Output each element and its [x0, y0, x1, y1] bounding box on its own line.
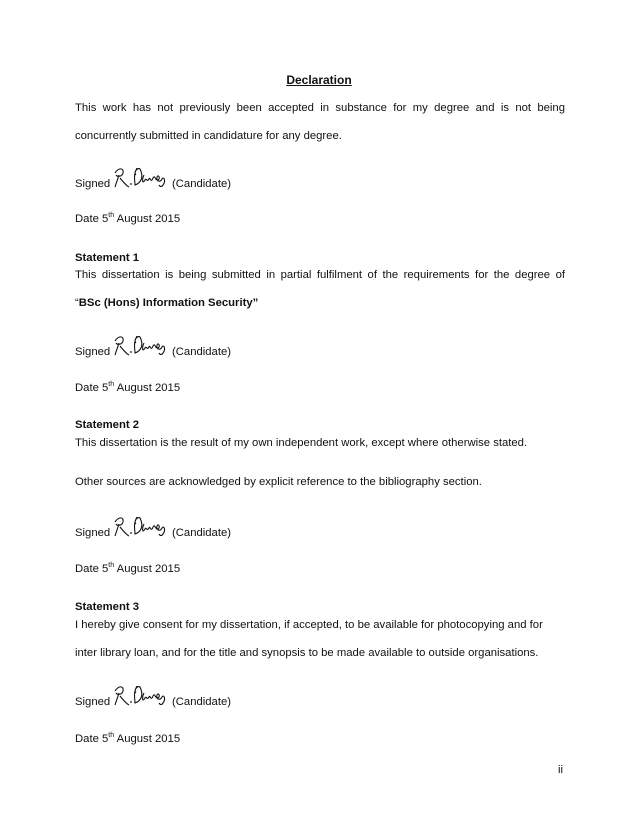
date-prefix: Date 5 — [75, 733, 109, 745]
declaration-text-line-1: This work has not previously been accepted in substance for my degree and is not being — [75, 102, 565, 114]
candidate-label: (Candidate) — [172, 527, 232, 539]
date-superscript: th — [108, 732, 115, 739]
statement-2-heading: Statement 2 — [75, 419, 140, 431]
page-number: ii — [558, 764, 564, 776]
candidate-label: (Candidate) — [172, 696, 232, 708]
candidate-label: (Candidate) — [172, 178, 232, 190]
signed-label: Signed — [75, 696, 111, 708]
handwritten-signature — [111, 163, 169, 193]
handwritten-signature — [111, 681, 169, 711]
date-prefix: Date 5 — [75, 563, 109, 575]
declaration-text-line-2: concurrently submitted in candidature for any degree. — [75, 130, 342, 142]
date-prefix: Date 5 — [75, 382, 109, 394]
statement-3-line-2: inter library loan, and for the title and synopsis to be made available to outside organisations. — [75, 647, 539, 659]
date-superscript: th — [108, 381, 115, 388]
degree-name: BSc (Hons) Information Security” — [78, 297, 259, 309]
date-suffix: August 2015 — [114, 733, 181, 745]
statement-3-heading: Statement 3 — [75, 601, 140, 613]
signed-label: Signed — [75, 346, 111, 358]
degree-open-quote: “ — [75, 297, 79, 309]
date-suffix: August 2015 — [114, 213, 181, 225]
date-superscript: th — [108, 212, 115, 219]
date-superscript: th — [108, 562, 115, 569]
handwritten-signature — [111, 512, 169, 542]
statement-1-line-1: This dissertation is being submitted in partial fulfilment of the requirements for the degree of — [75, 269, 565, 281]
statement-2-line-2: Other sources are acknowledged by explicit reference to the bibliography section. — [75, 476, 482, 488]
handwritten-signature — [111, 331, 169, 361]
date-line — [75, 562, 180, 576]
statement-3-line-1: I hereby give consent for my dissertation, if accepted, to be available for photocopying and for — [75, 619, 543, 631]
date-line — [75, 732, 180, 746]
statement-1-line-2 — [75, 296, 258, 310]
date-suffix: August 2015 — [114, 382, 181, 394]
signed-label: Signed — [75, 178, 111, 190]
date-prefix: Date 5 — [75, 213, 109, 225]
statement-2-line-1: This dissertation is the result of my own independent work, except where otherwise stated. — [75, 437, 528, 449]
statement-1-heading: Statement 1 — [75, 252, 140, 264]
signed-label: Signed — [75, 527, 111, 539]
candidate-label: (Candidate) — [172, 346, 232, 358]
date-line — [75, 381, 180, 395]
date-line — [75, 212, 180, 226]
date-suffix: August 2015 — [114, 563, 181, 575]
page-title: Declaration — [286, 73, 352, 87]
